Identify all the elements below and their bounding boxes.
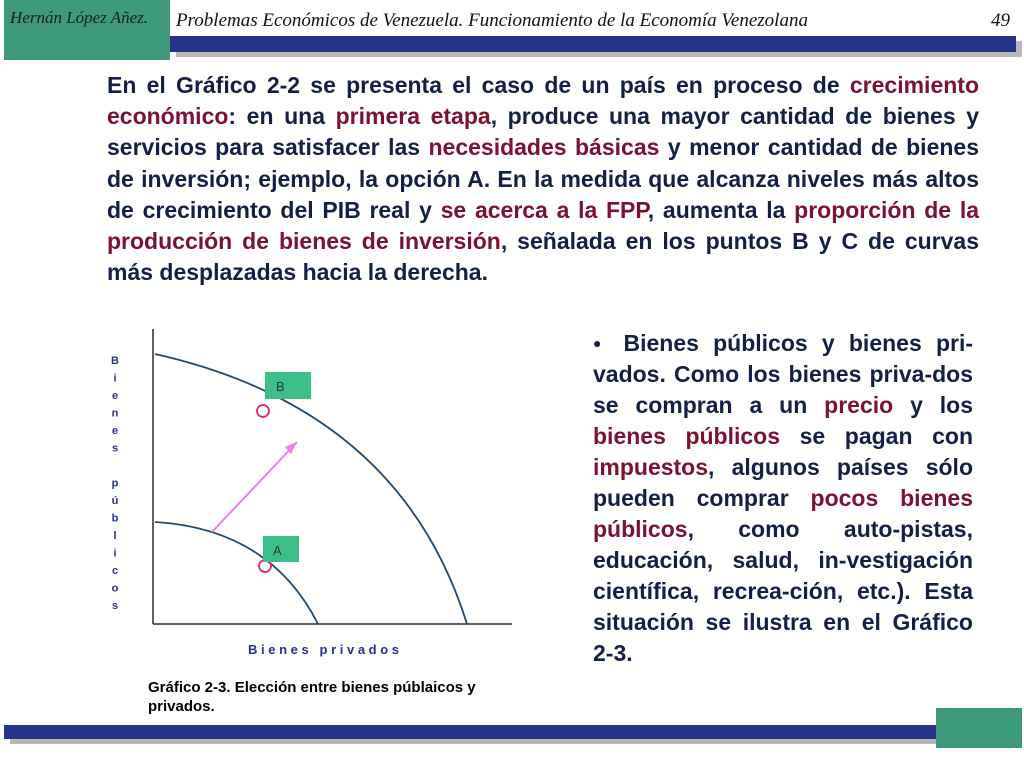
x-axis-label: B i e n e s p r i v a d o s [248, 642, 399, 657]
y-axis-label-letter: p [111, 477, 119, 490]
footer-bar [4, 725, 1016, 739]
highlight-few-public-goods: pocos bienes públicos [593, 485, 973, 542]
point-a-label: A [273, 543, 282, 558]
text-run: : en una [228, 103, 336, 130]
y-axis-label-letter: i [113, 372, 117, 385]
text-run: , algunos países sólo pueden comprar [593, 454, 973, 511]
ppf-chart [100, 324, 530, 664]
highlight-growth: crecimiento económico [107, 72, 979, 130]
highlight-taxes: impuestos [593, 454, 709, 480]
bullet: ● [593, 335, 610, 351]
y-axis-label-letter: B [111, 355, 119, 367]
y-axis-label-letter: b [111, 512, 119, 525]
text-run: , señalada en los puntos B y C de curvas más desplazadas hacia la derecha. [107, 228, 979, 286]
y-axis-label-letter: c [111, 565, 119, 577]
text-run: Bienes públicos y bienes pri-vados. Como los bienes priva-dos se compran a un [593, 330, 973, 418]
y-axis-label-letter: l [113, 530, 117, 542]
y-axis-label-letter: ú [111, 495, 119, 507]
highlight-first-stage: primera etapa [335, 103, 491, 130]
y-axis-label-letter: n [111, 407, 119, 420]
growth-arrow [212, 442, 297, 532]
side-paragraph [593, 328, 973, 669]
text-run: , aumenta la [647, 196, 795, 223]
footer-box [936, 708, 1022, 748]
text-run: En el Gráfico 2-2 se presenta el caso de un país en proceso de [107, 72, 850, 98]
header-bar [170, 36, 1016, 52]
y-axis-label [111, 355, 119, 612]
y-axis-label-letter: s [111, 442, 119, 455]
y-axis-label-letter: e [111, 390, 119, 402]
document-title: Problemas Económicos de Venezuela. Funcionamiento de la Economía Venezolana [176, 10, 808, 31]
y-axis-label-letter: o [111, 582, 119, 595]
point-b-label-box [265, 372, 311, 399]
text-run: se pagan con [780, 423, 973, 449]
point-b-label: B [276, 379, 285, 394]
highlight-investment-share: proporción de la producción de bienes de inversión [107, 196, 980, 255]
text-run: , produce una mayor cantidad de bienes y servicios para satisfacer las [107, 103, 980, 161]
y-axis-label-letter: s [111, 600, 119, 612]
text-run: y los [893, 392, 973, 418]
highlight-price: precio [824, 392, 894, 418]
point-b-marker [257, 405, 269, 417]
main-paragraph [107, 70, 979, 288]
page-number: 49 [991, 10, 1010, 31]
highlight-basic-needs: necesidades básicas [428, 134, 660, 161]
author-name: Hernán López Añez. [10, 8, 149, 27]
highlight-approaches-fpp: se acerca a la FPP [440, 196, 648, 223]
highlight-public-goods: bienes públicos [593, 423, 781, 449]
text-run: y menor cantidad de bienes de inversión; ejemplo, la opción A. En la medida que alcanza niveles más altos de crecimiento del PIB real y [107, 134, 979, 223]
y-axis-label-letter: i [113, 547, 117, 560]
y-axis-label-letter: e [111, 425, 119, 437]
chart-caption: Gráfico 2-3. Elección entre bienes públaicos y privados. [148, 679, 476, 715]
text-run: , como auto-pistas, educación, salud, in-vestigación científica, recrea-ción, etc.). Esta situación se ilustra en el Gráfico 2-3. [593, 516, 973, 666]
